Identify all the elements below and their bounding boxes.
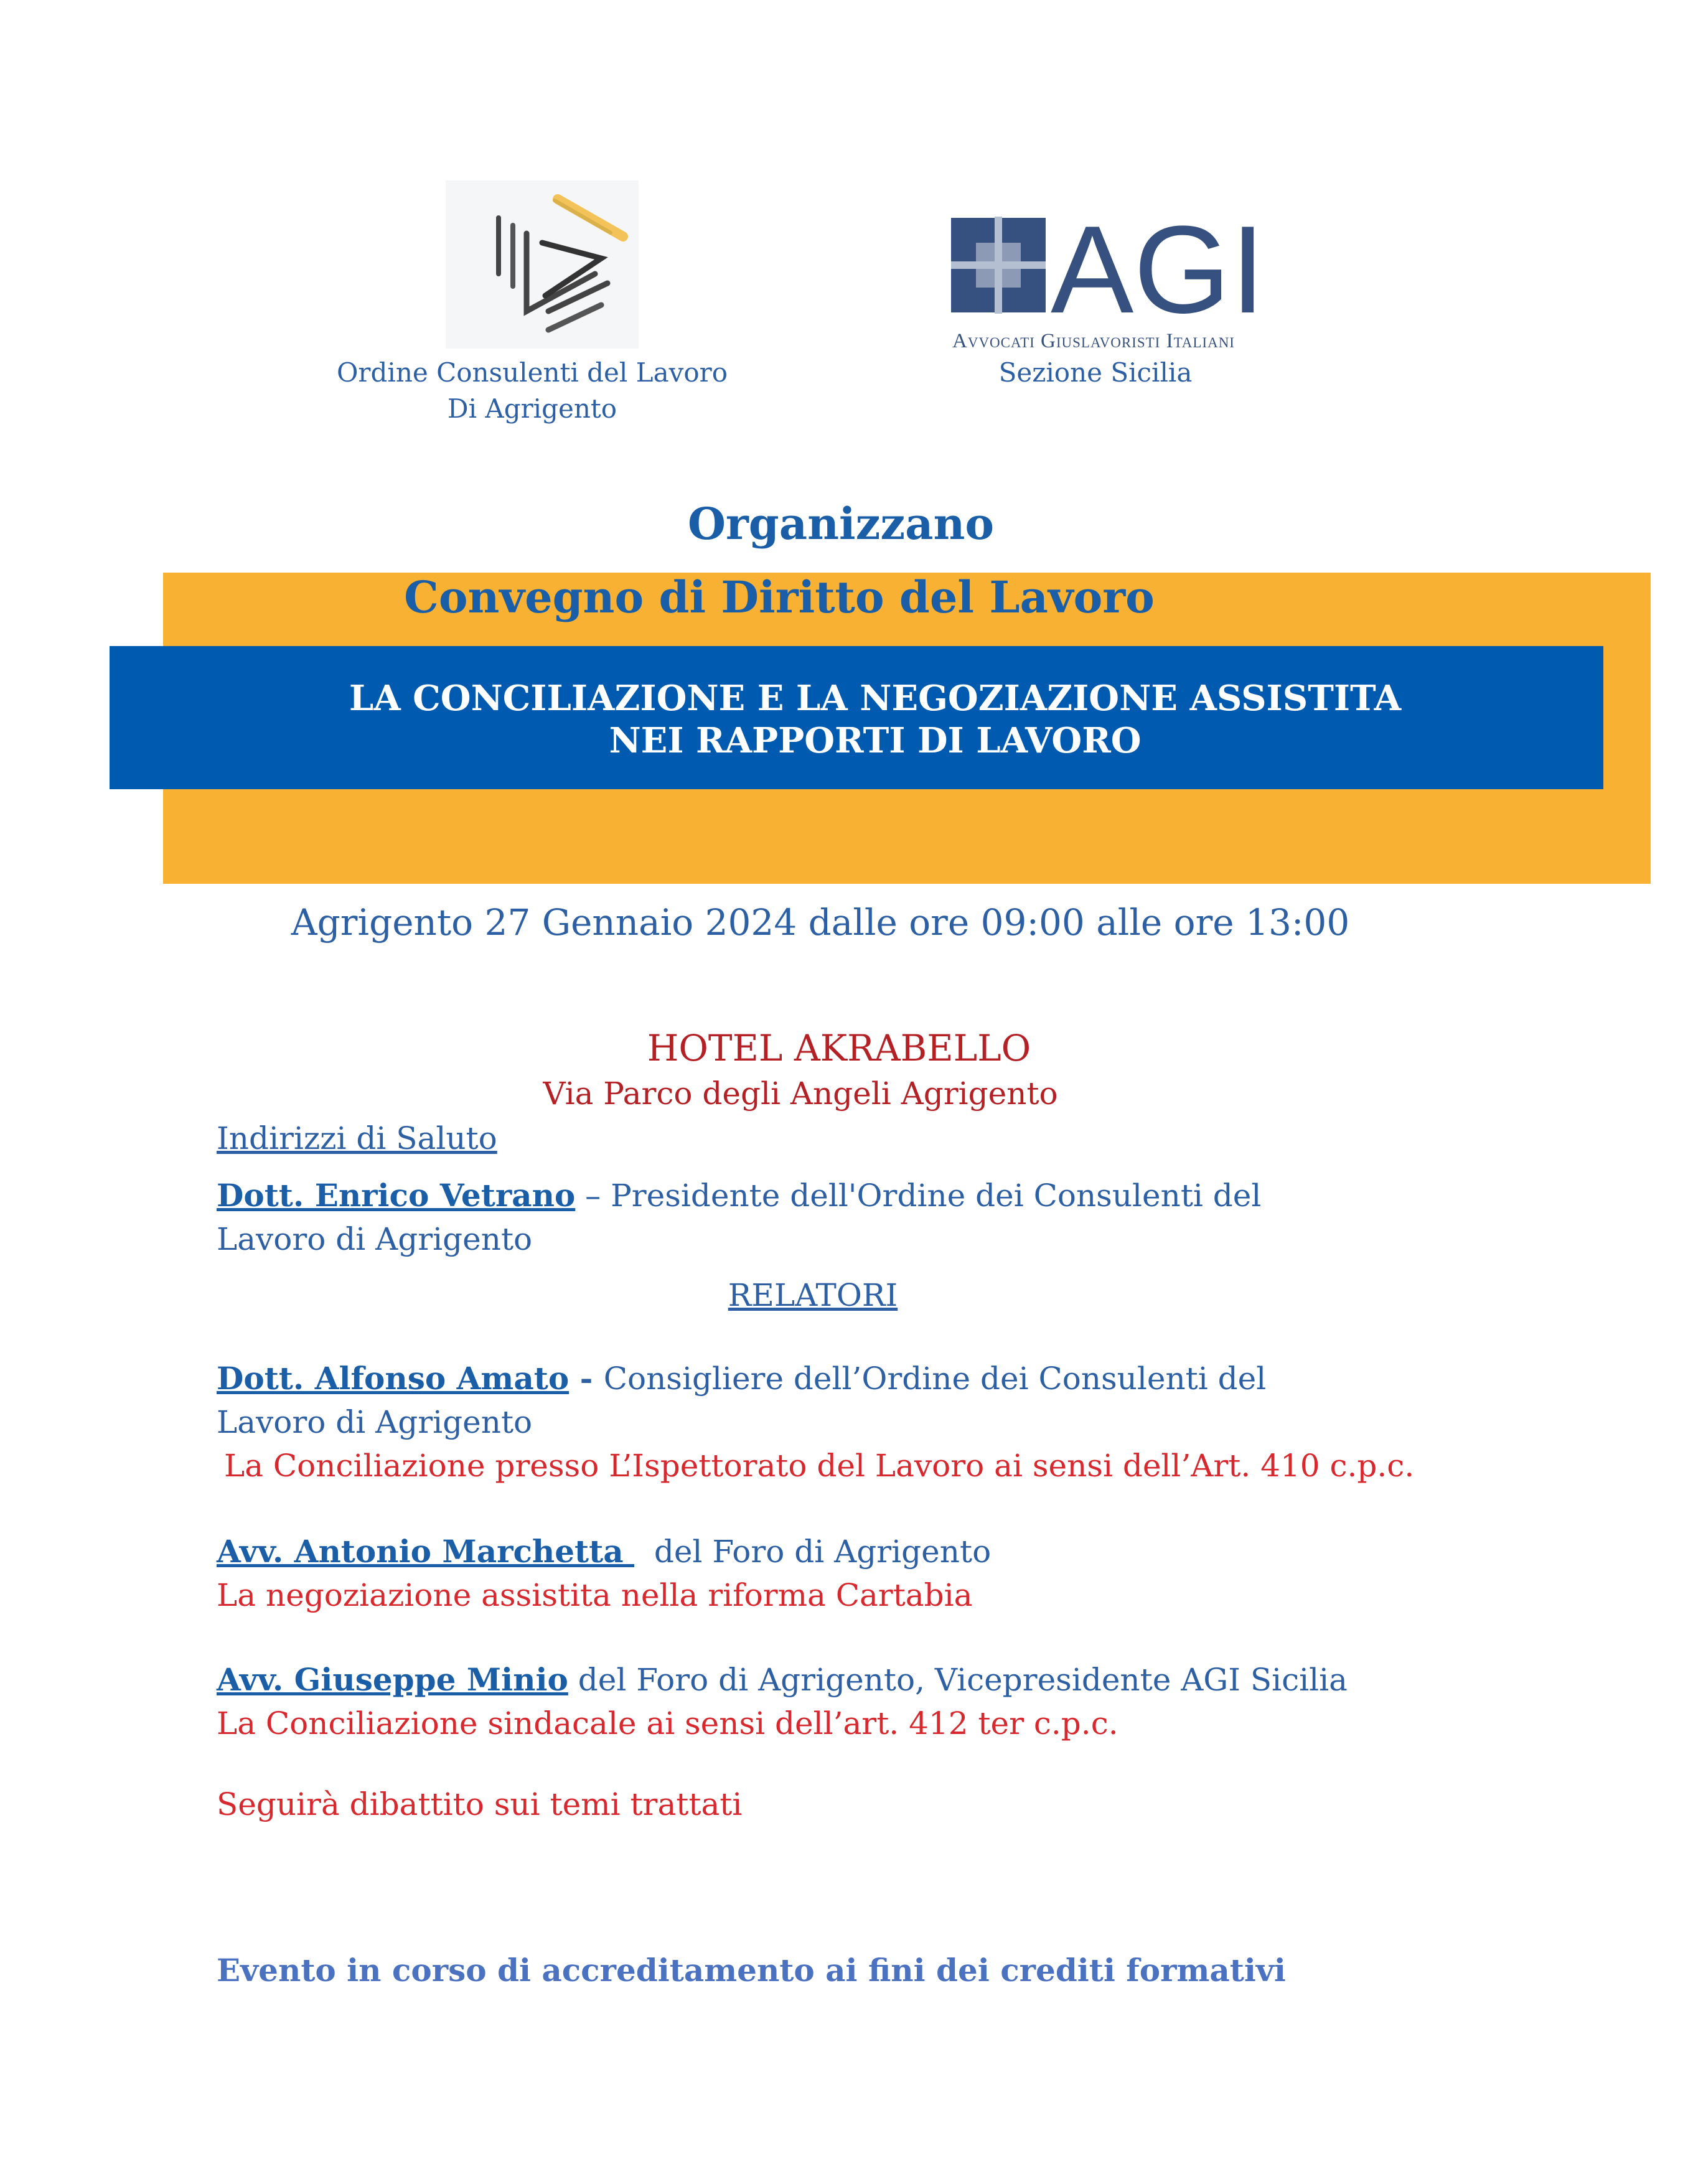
speaker-3	[217, 1658, 1348, 1702]
speaker-2-role: del Foro di Agrigento	[634, 1534, 992, 1570]
speaker-3-name: Avv. Giuseppe Minio	[217, 1661, 568, 1698]
saluti-heading: Indirizzi di Saluto	[217, 1120, 497, 1156]
speaker-2	[217, 1530, 991, 1573]
speaker-2-name: Avv. Antonio Marchetta	[217, 1533, 635, 1570]
saluti-speaker	[217, 1174, 1349, 1261]
agi-caption: Sezione Sicilia	[998, 357, 1193, 388]
speaker-1-name: Dott. Alfonso Amato	[217, 1360, 570, 1397]
ocl-caption	[293, 355, 772, 427]
agi-wordmark: AGI	[1051, 217, 1265, 339]
dibattito-note: Seguirà dibattito sui temi trattati	[217, 1786, 743, 1822]
agi-logo	[951, 217, 1275, 350]
accreditamento-note: Evento in corso di accreditamento ai fini dei crediti formativi	[217, 1952, 1286, 1989]
venue-name: HOTEL AKRABELLO	[647, 1027, 1031, 1069]
event-date: Agrigento 27 Gennaio 2024 dalle ore 09:00 alle ore 13:00	[291, 901, 1350, 944]
venue-address: Via Parco degli Angeli Agrigento	[543, 1076, 1058, 1112]
relatori-heading: RELATORI	[728, 1277, 898, 1313]
ocl-caption-line2: Di Agrigento	[447, 393, 617, 424]
event-title-line1: LA CONCILIAZIONE E LA NEGOZIAZIONE ASSISTITA	[349, 678, 1402, 719]
speaker-3-role: del Foro di Agrigento, Vicepresidente AGI Sicilia	[568, 1662, 1348, 1698]
speaker-1-separator: -	[569, 1360, 604, 1397]
organizzano-heading: Organizzano	[687, 498, 995, 550]
speaker-1-topic: La Conciliazione presso L’Ispettorato del Lavoro ai sensi dell’Art. 410 c.p.c.	[224, 1448, 1415, 1484]
convegno-heading: Convegno di Diritto del Lavoro	[404, 571, 1155, 623]
ocl-logo	[446, 180, 639, 349]
speaker-1-role: Consigliere dell’Ordine dei Consulenti del Lavoro di Agrigento	[217, 1361, 1267, 1440]
event-title	[110, 677, 1603, 762]
saluti-speaker-name: Dott. Enrico Vetrano	[217, 1177, 576, 1214]
speaker-1	[217, 1357, 1349, 1444]
speaker-2-topic: La negoziazione assistita nella riforma Cartabia	[217, 1577, 973, 1613]
speaker-3-topic: La Conciliazione sindacale ai sensi dell’art. 412 ter c.p.c.	[217, 1705, 1118, 1741]
event-title-line2: NEI RAPPORTI DI LAVORO	[609, 720, 1142, 761]
ocl-caption-line1: Ordine Consulenti del Lavoro	[337, 357, 728, 388]
agi-subtitle: Avvocati Giuslavoristi Italiani	[952, 330, 1235, 350]
saluti-speaker-role: – Presidente dell'Ordine dei Consulenti del Lavoro di Agrigento	[217, 1178, 1262, 1257]
